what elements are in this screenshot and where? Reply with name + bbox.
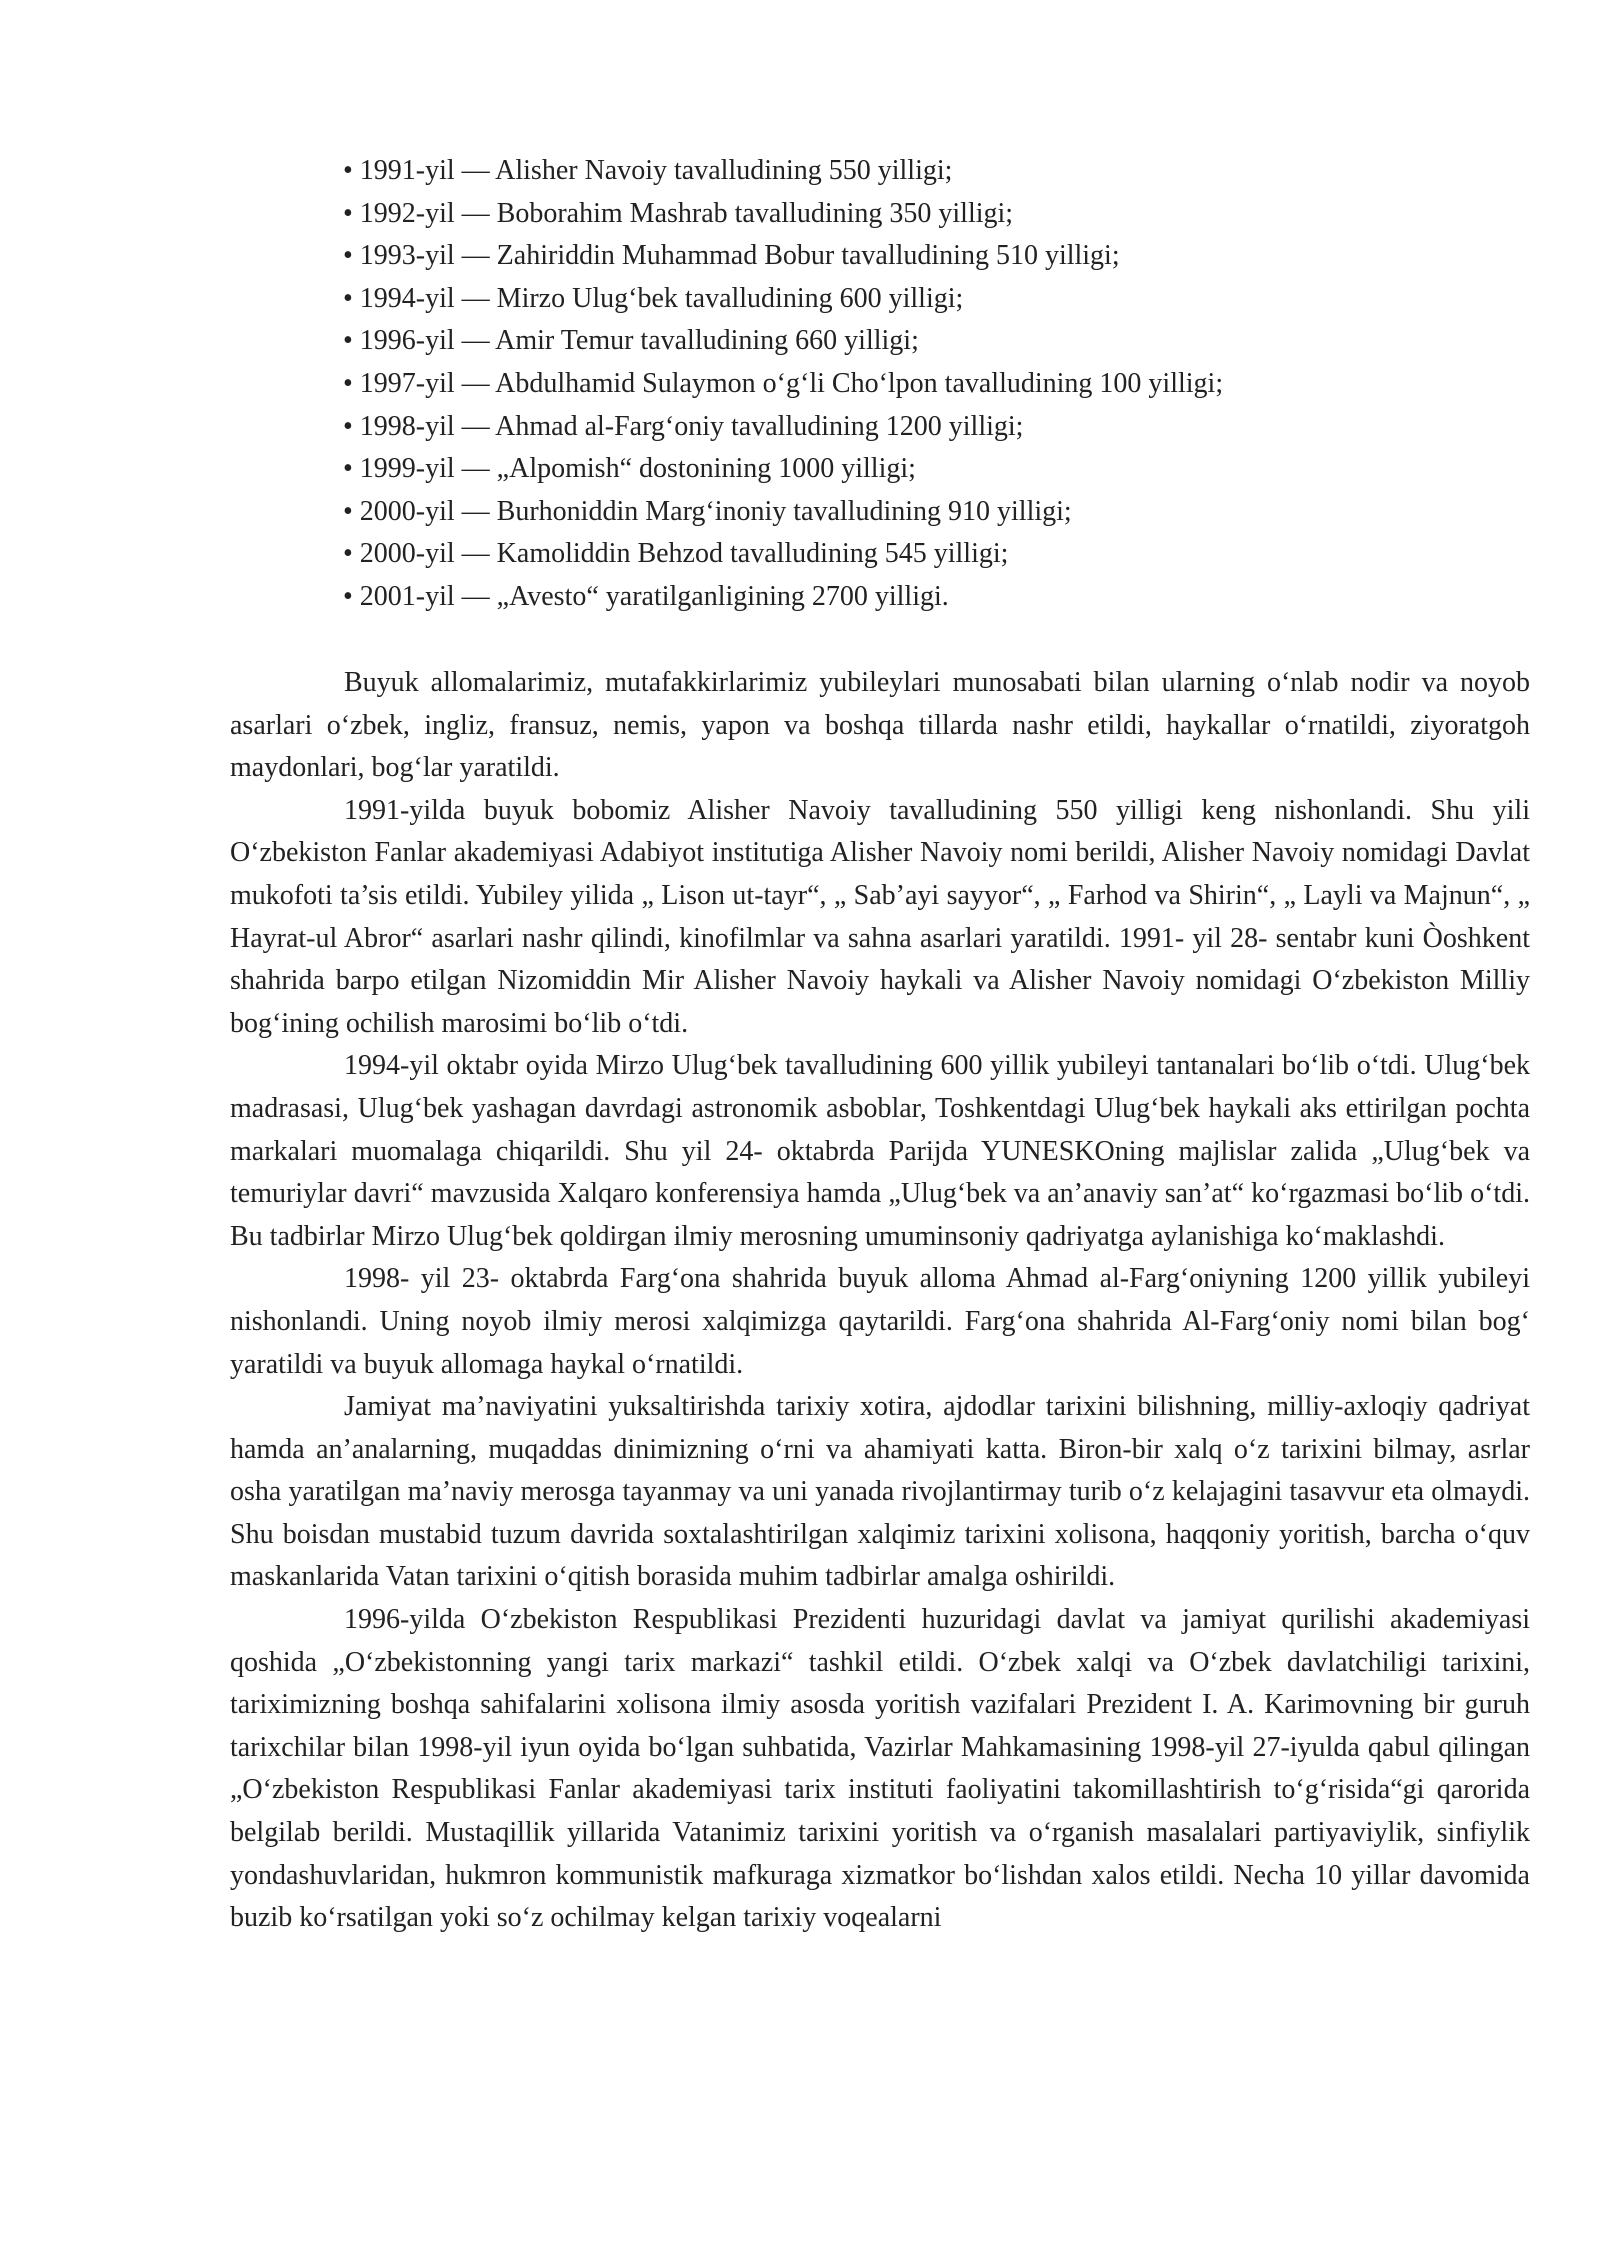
list-item: • 2000-yil — Burhoniddin Marg‘inoniy tavalludining 910 yilligi; xyxy=(343,495,1072,527)
list-item: • 1993-yil — Zahiriddin Muhammad Bobur tavalludining 510 yilligi; xyxy=(343,240,1120,272)
anniversary-list xyxy=(343,150,1493,619)
paragraph: 1998- yil 23- oktabrda Farg‘ona shahrida buyuk alloma Ahmad al-Farg‘oniyning 1200 yillik yubileyi nishonlandi. Uning noyob ilmiy merosi xalqimizga qaytarildi. Farg‘ona shahrida Al-Farg‘oniy nomi bilan bog‘ yaratildi va buyuk allomaga haykal o‘rnatildi. xyxy=(230,1263,1530,1380)
list-item: • 1999-yil — „Alpomish“ dostonining 1000 yilligi; xyxy=(343,453,916,485)
list-item: • 1997-yil — Abdulhamid Sulaymon o‘g‘li Cho‘lpon tavalludining 100 yilligi; xyxy=(343,367,1224,399)
list-item: • 1991-yil — Alisher Navoiy tavalludining 550 yilligi; xyxy=(343,155,953,186)
list-item: • 2001-yil — „Avesto“ yaratilganligining 2700 yilligi. xyxy=(343,580,949,612)
list-item: • 1992-yil — Boborahim Mashrab tavalludining 350 yilligi; xyxy=(343,197,1014,229)
paragraph: Buyuk allomalarimiz, mutafakkirlarimiz yubileylari munosabati bilan ularning o‘nlab nodir va noyob asarlari o‘zbek, ingliz, fransuz, nemis, yapon va boshqa tillarda nashr etildi, haykallar o‘rnatildi, ziyoratgoh maydonlari, bog‘lar yaratildi. xyxy=(230,667,1530,784)
paragraph: Jamiyat ma’naviyatini yuksaltirishda tarixiy xotira, ajdodlar tarixini bilishning, milliy-axloqiy qadriyat hamda an’analarning, muqaddas dinimizning o‘rni va ahamiyati katta. Biron-bir xalq o‘z tarixini bilmay, asrlar osha yaratilgan ma’naviy merosga tayanmay va uni yanada rivojlantirmay turib o‘z kelajagini tasavvur eta olmaydi. Shu boisdan mustabid tuzum davrida soxtalashtirilgan xalqimiz tarixini xolisona, haqqoniy yoritish, barcha o‘quv maskanlarida Vatan tarixini o‘qitish borasida muhim tadbirlar amalga oshirildi. xyxy=(230,1391,1530,1593)
body-text xyxy=(230,662,1530,1940)
list-item: • 1998-yil — Ahmad al-Farg‘oniy tavalludining 1200 yilligi; xyxy=(343,410,1024,442)
paragraph: 1996-yilda O‘zbekiston Respublikasi Prezidenti huzuridagi davlat va jamiyat qurilishi akademiyasi qoshida „O‘zbekistonning yangi tarix markazi“ tashkil etildi. O‘zbek xalqi va O‘zbek davlatchiligi tarixini, tariximizning boshqa sahifalarini xolisona ilmiy asosda yoritish vazifalari Prezident I. A. Karimovning bir guruh tarixchilar bilan 1998-yil iyun oyida bo‘lgan suhbatida, Vazirlar Mahkamasining 1998-yil 27-iyulda qabul qilingan „O‘zbekiston Respublikasi Fanlar akademiyasi tarix instituti faoliyatini takomillashtirish to‘g‘risida“gi qarorida belgilab berildi. Mustaqillik yillarida Vatanimiz tarixini yoritish va o‘rganish masalalari partiyaviylik, sinfiylik yondashuvlaridan, hukmron kommunistik mafkuraga xizmatkor bo‘lishdan xalos etildi. Necha 10 yillar davomida buzib ko‘rsatilgan yoki so‘z ochilmay kelgan tarixiy voqealarni xyxy=(230,1604,1530,1934)
list-item: • 2000-yil — Kamoliddin Behzod tavalludining 545 yilligi; xyxy=(343,538,1009,570)
list-item: • 1994-yil — Mirzo Ulug‘bek tavalludining 600 yilligi; xyxy=(343,282,964,314)
paragraph: 1994-yil oktabr oyida Mirzo Ulug‘bek tavalludining 600 yillik yubileyi tantanalari bo‘lib o‘tdi. Ulug‘bek madrasasi, Ulug‘bek yashagan davrdagi astronomik asboblar, Toshkentdagi Ulug‘bek haykali aks ettirilgan pochta markalari muomalaga chiqarildi. Shu yil 24- oktabrda Parijda YUNESKOning majlislar zalida „Ulug‘bek va temuriylar davri“ mavzusida Xalqaro konferensiya hamda „Ulug‘bek va an’anaviy san’at“ ko‘rgazmasi bo‘lib o‘tdi. Bu tadbirlar Mirzo Ulug‘bek qoldirgan ilmiy merosning umuminsoniy qadriyatga aylanishiga ko‘maklashdi. xyxy=(230,1050,1530,1252)
list-item: • 1996-yil — Amir Temur tavalludining 660 yilligi; xyxy=(343,325,919,357)
paragraph: 1991-yilda buyuk bobomiz Alisher Navoiy tavalludining 550 yilligi keng nishonlandi. Shu yili O‘zbekiston Fanlar akademiyasi Adabiyot institutiga Alisher Navoiy nomi berildi, Alisher Navoiy nomidagi Davlat mukofoti ta’sis etildi. Yubiley yilida „ Lison ut-tayr“, „ Sab’ayi sayyor“, „ Farhod va Shirin“, „ Layli va Majnun“, „ Hayrat-ul Abror“ asarlari nashr qilindi, kinofilmlar va sahna asarlari yaratildi. 1991- yil 28- sentabr kuni Òoshkent shahrida barpo etilgan Nizomiddin Mir Alisher Navoiy haykali va Alisher Navoiy nomidagi O‘zbekiston Milliy bog‘ining ochilish marosimi bo‘lib o‘tdi. xyxy=(230,794,1530,1039)
